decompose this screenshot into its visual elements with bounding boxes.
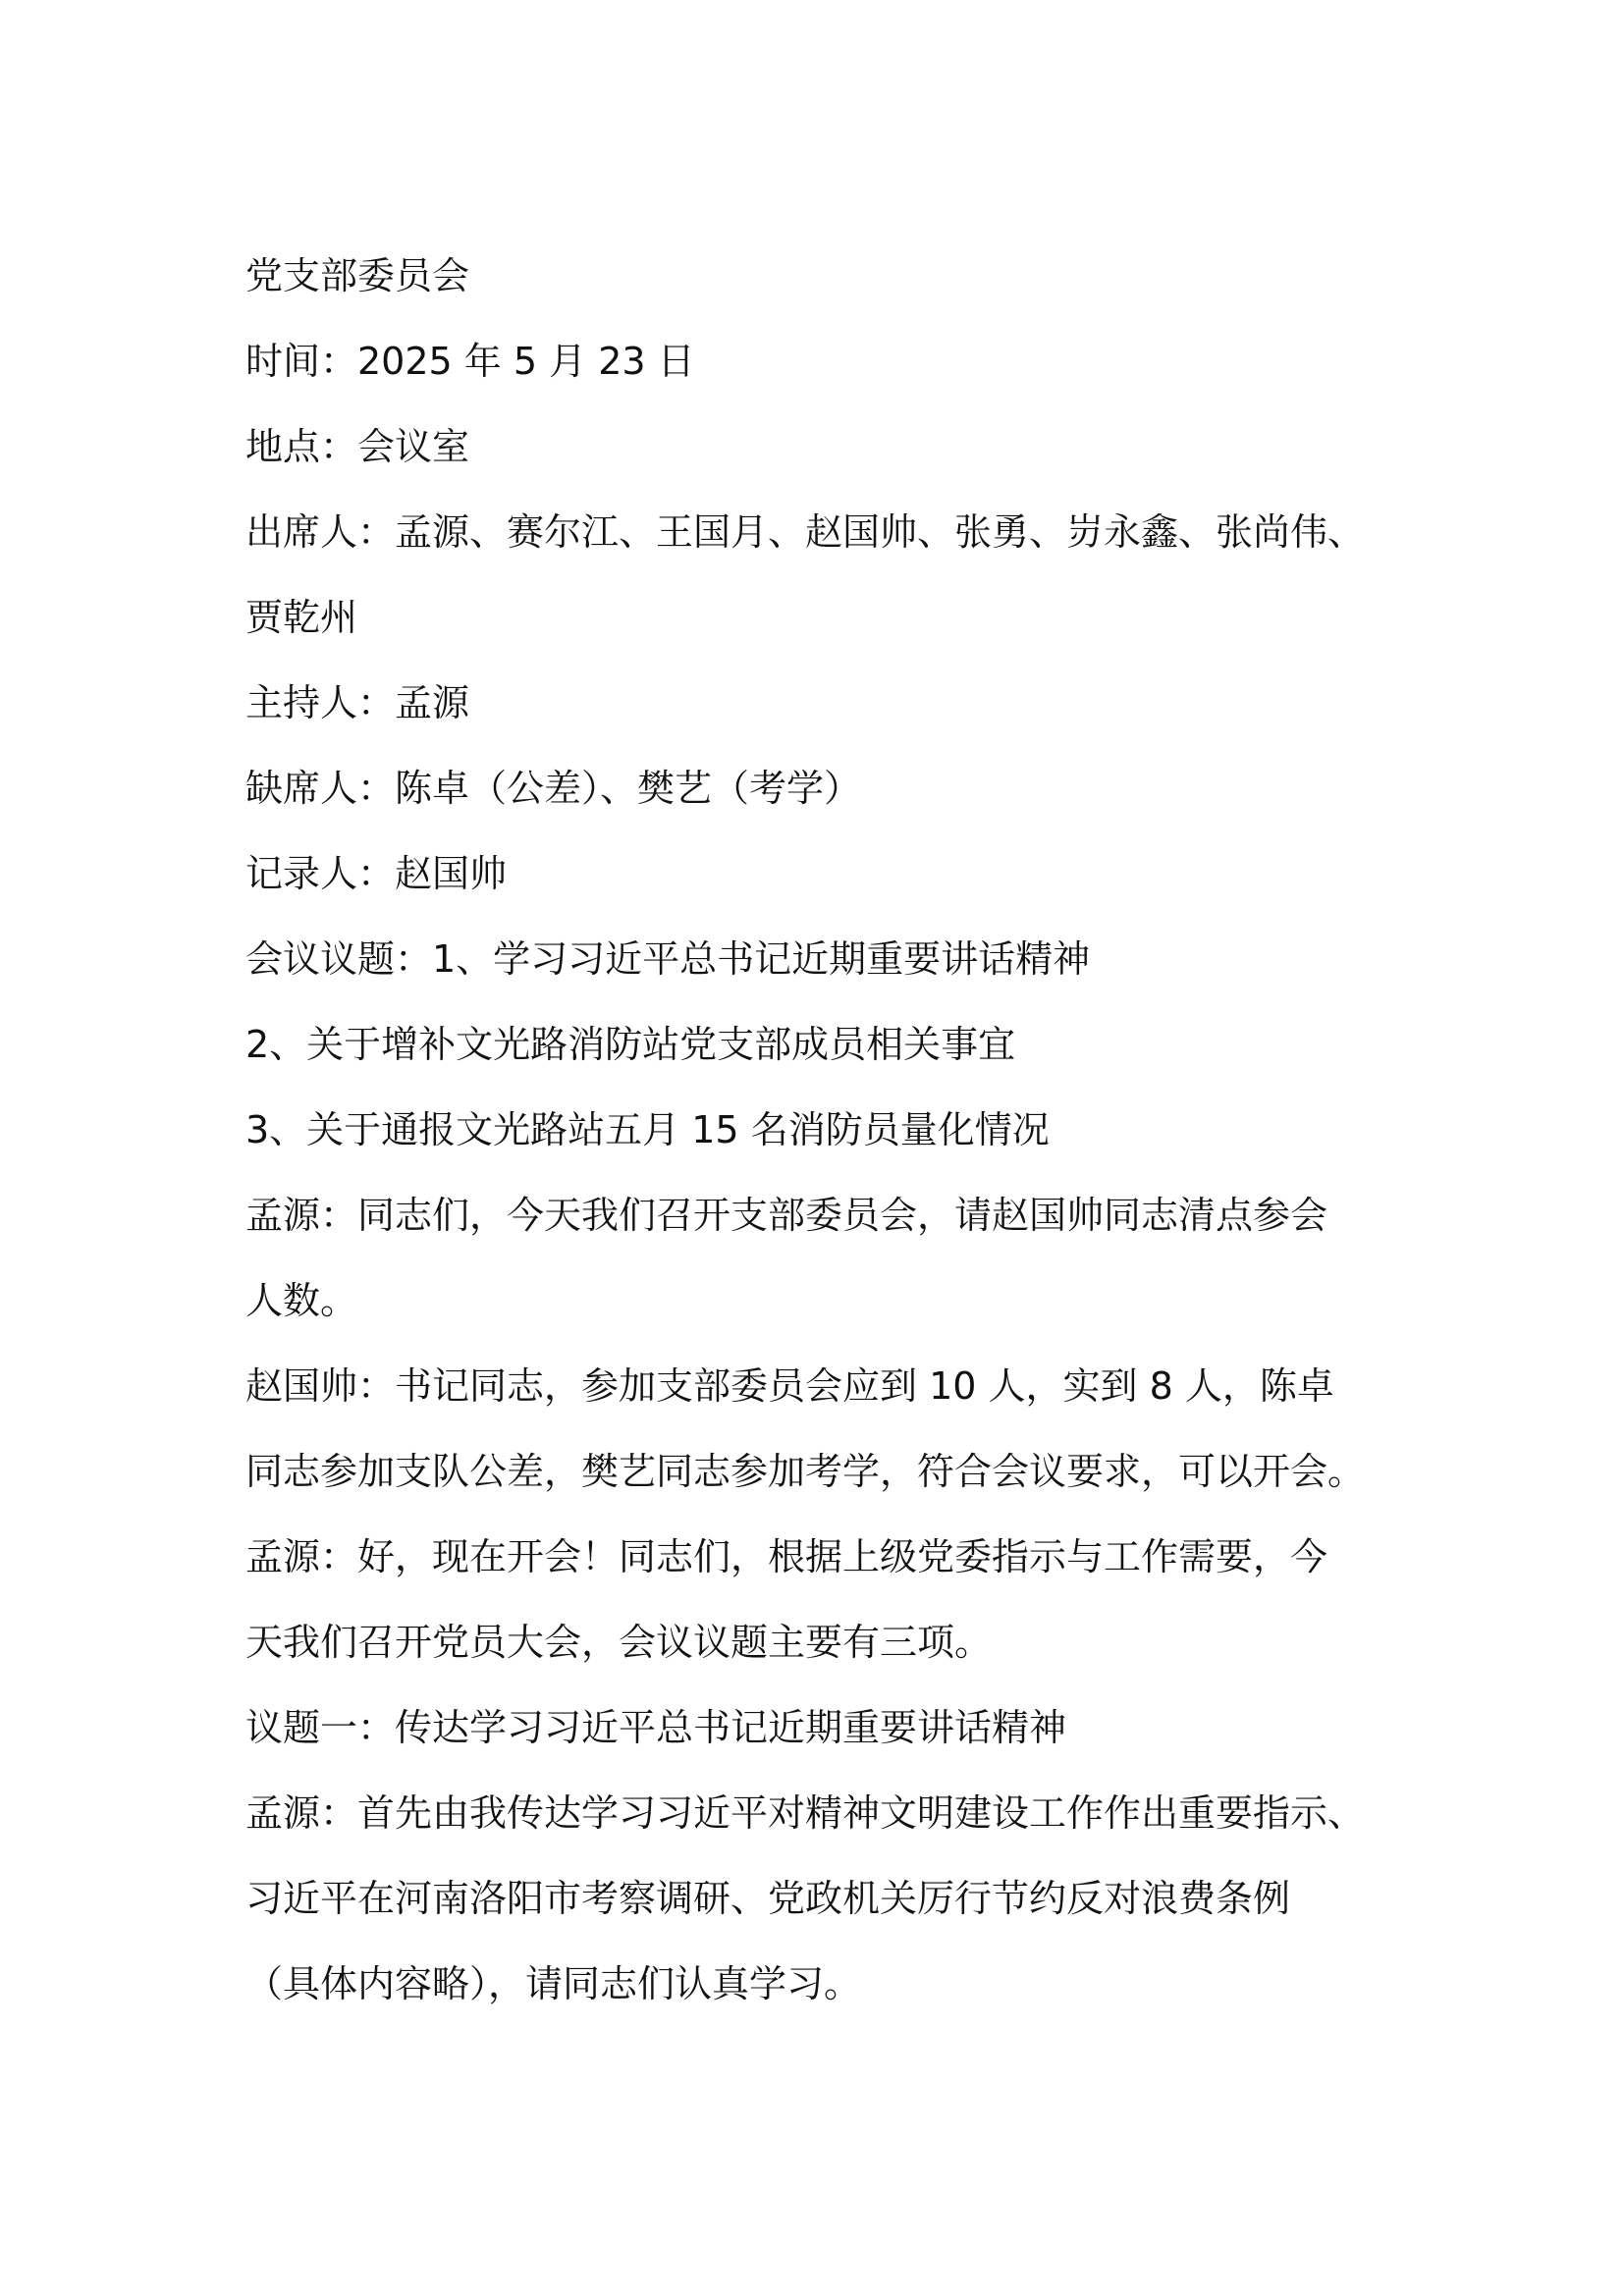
- document-body: [245, 234, 1404, 2027]
- host: 主持人：孟源: [245, 681, 470, 724]
- speech-paragraph: （具体内容略），请同志们认真学习。: [245, 1962, 862, 2005]
- speech-paragraph: 孟源：首先由我传达学习习近平对精神文明建设工作作出重要指示、: [245, 1791, 1366, 1835]
- speech-paragraph: 习近平在河南洛阳市考察调研、党政机关厉行节约反对浪费条例: [245, 1877, 1291, 1920]
- agenda-topic-heading: 议题一：传达学习习近平总书记近期重要讲话精神: [245, 1706, 1067, 1749]
- speech-paragraph: 天我们召开党员大会，会议议题主要有三项。: [245, 1621, 993, 1664]
- meeting-title: 党支部委员会: [245, 254, 470, 297]
- attendees-line-1: 出席人：孟源、赛尔江、王国月、赵国帅、张勇、岃永鑫、张尚伟、: [245, 510, 1366, 554]
- speech-paragraph: 孟源：好，现在开会！同志们，根据上级党委指示与工作需要，今: [245, 1535, 1328, 1578]
- speech-paragraph: 孟源：同志们，今天我们召开支部委员会，请赵国帅同志清点参会: [245, 1194, 1328, 1237]
- meeting-location: 地点：会议室: [245, 425, 470, 468]
- attendees-line-2: 贾乾州: [245, 596, 358, 639]
- speech-paragraph: 人数。: [245, 1279, 358, 1322]
- agenda-item-1: 会议议题：1、学习习近平总书记近期重要讲话精神: [245, 937, 1091, 981]
- absentees: 缺席人：陈卓（公差）、樊艺（考学）: [245, 767, 862, 810]
- meeting-time: 时间：2025 年 5 月 23 日: [245, 340, 695, 383]
- agenda-item-3: 3、关于通报文光路站五月 15 名消防员量化情况: [245, 1108, 1050, 1151]
- speech-paragraph: 赵国帅：书记同志，参加支部委员会应到 10 人，实到 8 人，陈卓: [245, 1364, 1334, 1408]
- recorder: 记录人：赵国帅: [245, 852, 508, 895]
- speech-paragraph: 同志参加支队公差，樊艺同志参加考学，符合会议要求，可以开会。: [245, 1450, 1366, 1493]
- agenda-item-2: 2、关于增补文光路消防站党支部成员相关事宜: [245, 1023, 1016, 1066]
